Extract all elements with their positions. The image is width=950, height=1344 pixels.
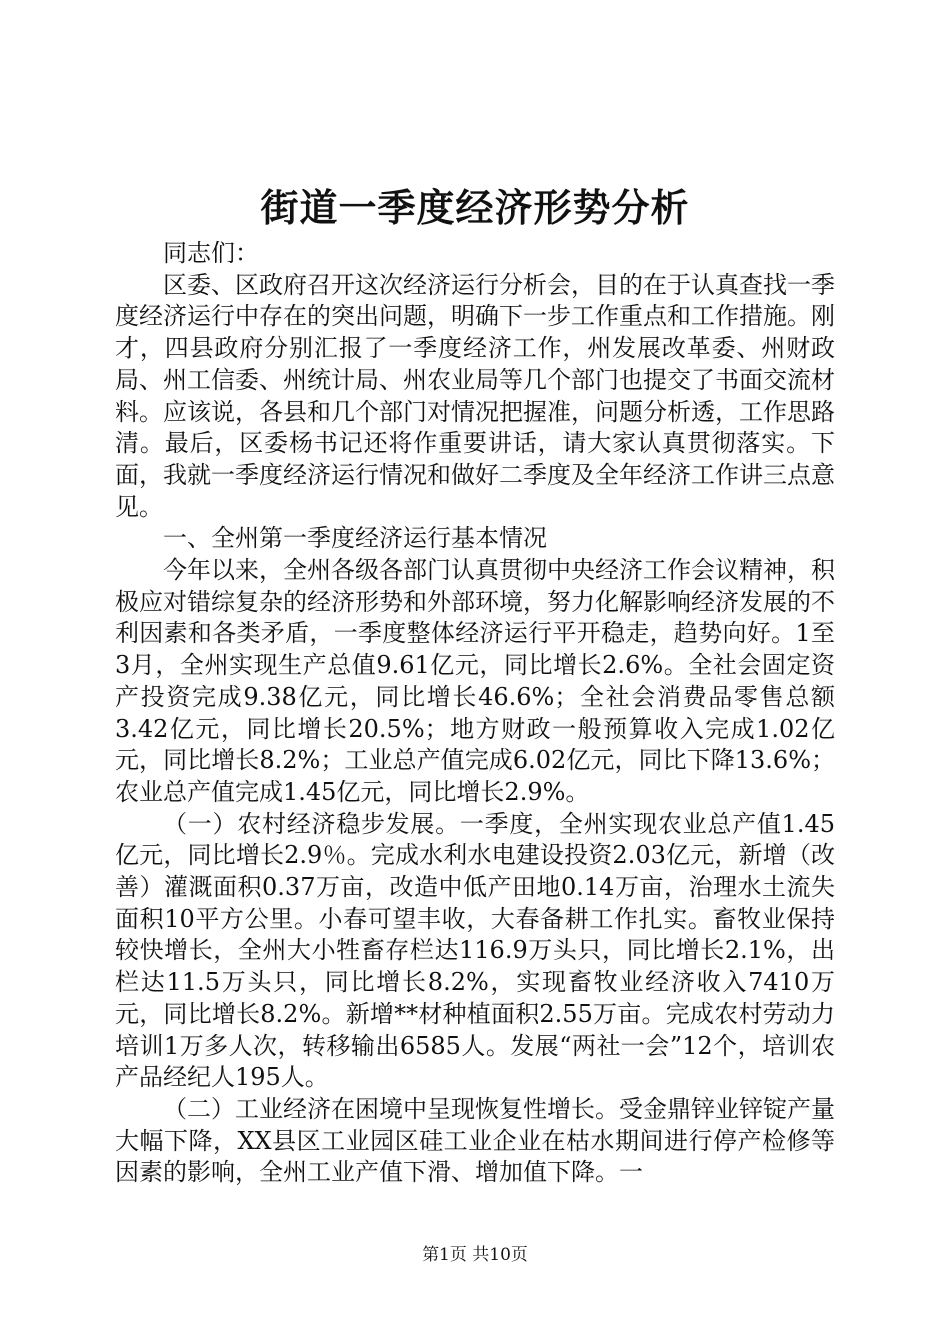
paragraph-industrial-economy: （二）工业经济在困境中呈现恢复性增长。受金鼎锌业锌锭产量大幅下降，XX县区工业园区硅工业企业在枯水期间进行停产检修等因素的影响，全州工业产值下滑、增加值下降。一 <box>115 1094 835 1187</box>
section-heading: 一、全州第一季度经济运行基本情况 <box>163 524 547 553</box>
document-title: 街道一季度经济形势分析 <box>260 185 690 230</box>
document-body <box>115 238 835 1189</box>
paragraph-intro: 区委、区政府召开这次经济运行分析会，目的在于认真查找一季度经济运行中存在的突出问题，明确下一步工作重点和工作措施。刚才，四县政府分别汇报了一季度经济工作，州发展改革委、州财政局、州工信委、州统计局、州农业局等几个部门也提交了书面交流材料。应该说，各县和几个部门对情况把握准，问题分析透，工作思路清。最后，区委杨书记还将作重要讲话，请大家认真贯彻落实。下面，我就一季度经济运行情况和做好二季度及全年经济工作讲三点意见。 <box>115 270 835 521</box>
page-footer: 第1页 共10页 <box>422 1245 528 1265</box>
salutation: 同志们： <box>163 239 259 267</box>
paragraph-rural-economy: （一）农村经济稳步发展。一季度，全州实现农业总产值1.45亿元，同比增长2.9％。完成水利水电建设投资2.03亿元，新增（改善）灌溉面积0.37万亩，改造中低产田地0.14万亩，治理水土流失面积10平方公里。小春可望丰收，大春备耕工作扎实。畜牧业保持较快增长，全州大小牲畜存栏达116.9万头只，同比增长2.1%，出栏达11.5万头只，同比增长8.2%，实现畜牧业经济收入7410万元，同比增长8.2%。新增**材种植面积2.55万亩。完成农村劳动力培训1万多人次，转移输出6585人。发展“两社一会”12个，培训农产品经纪人195人。 <box>115 809 835 1092</box>
paragraph-overview: 今年以来，全州各级各部门认真贯彻中央经济工作会议精神，积极应对错综复杂的经济形势和外部环境，努力化解影响经济发展的不利因素和各类矛盾，一季度整体经济运行平开稳走，趋势向好。1至3月，全州实现生产总值9.61亿元，同比增长2.6%。全社会固定资产投资完成9.38亿元，同比增长46.6%；全社会消费品零售总额3.42亿元，同比增长20.5%；地方财政一般预算收入完成1.02亿元，同比增长8.2%；工业总产值完成6.02亿元，同比下降13.6%；农业总产值完成1.45亿元，同比增长2.9%。 <box>115 556 835 806</box>
